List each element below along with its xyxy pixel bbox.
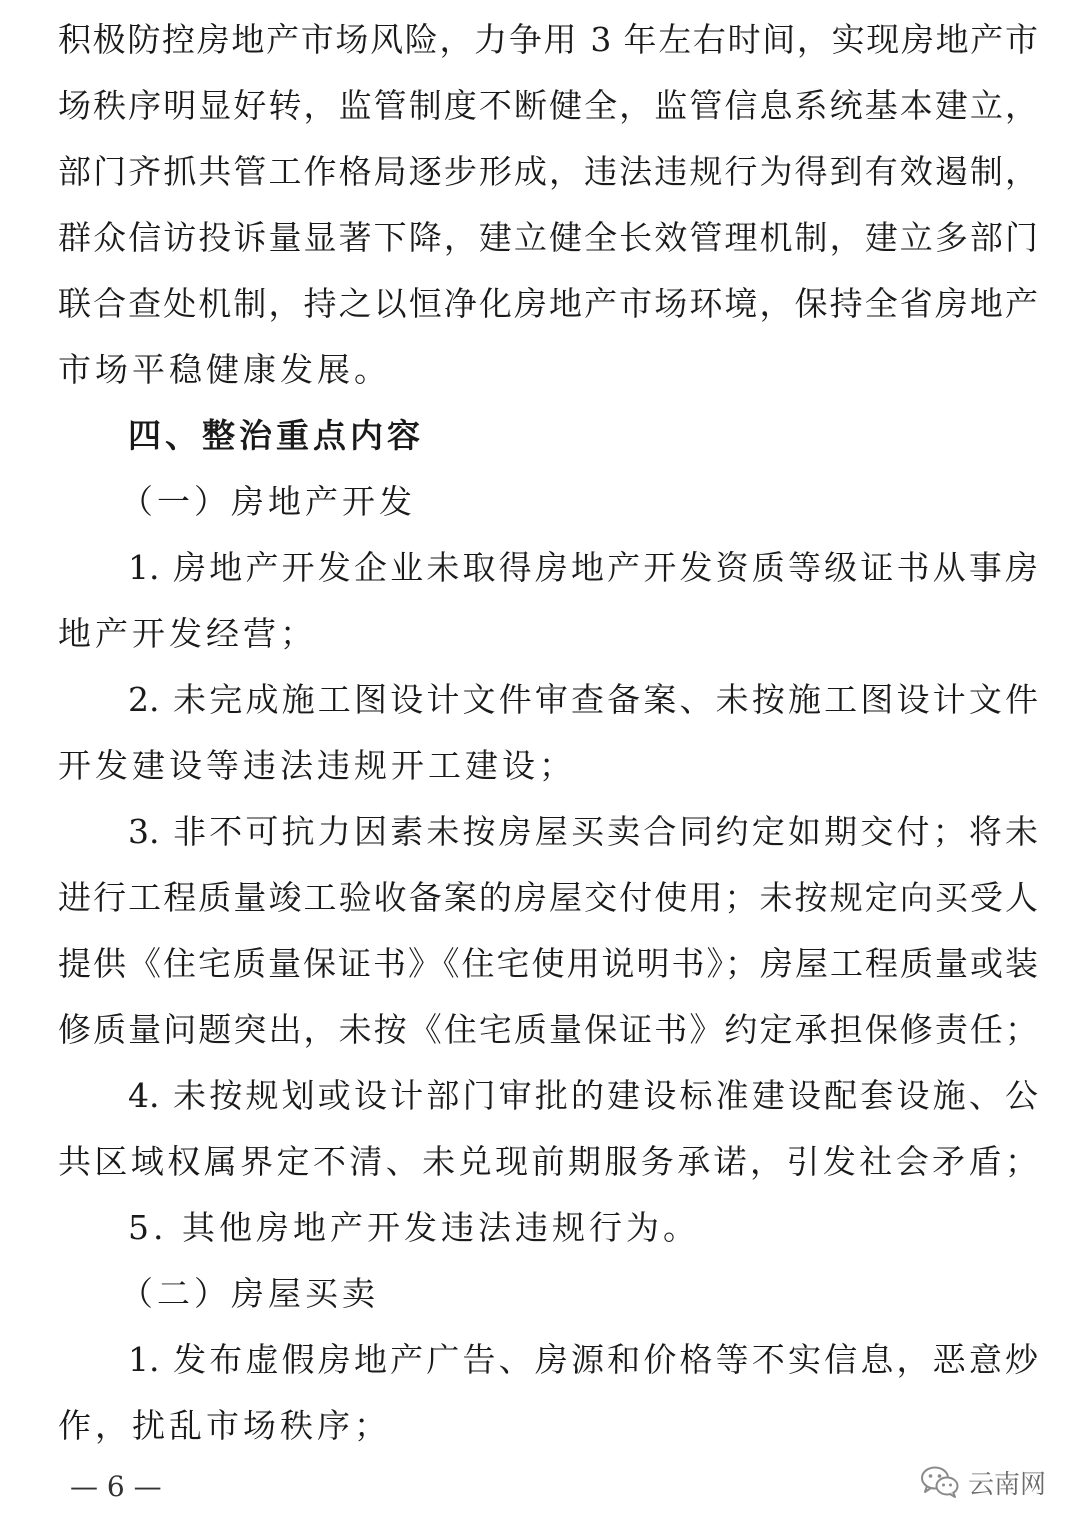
text-line-6: 市场平稳健康发展。: [58, 350, 391, 389]
item-1-line-1: 1. 房地产开发企业未取得房地产开发资质等级证书从事房: [128, 548, 1038, 587]
watermark: [920, 1462, 1046, 1502]
text-line-1: 积极防控房地产市场风险，力争用 3 年左右时间，实现房地产市: [58, 20, 1038, 59]
subsection-heading-1: （一）房地产开发: [120, 482, 416, 521]
text-line-4: 群众信访投诉量显著下降，建立健全长效管理机制，建立多部门: [58, 218, 1038, 257]
item-4-line-2: 共区域权属界定不清、未兑现前期服务承诺，引发社会矛盾；: [58, 1142, 1038, 1181]
text-line-2: 场秩序明显好转，监管制度不断健全，监管信息系统基本建立，: [58, 86, 1038, 125]
watermark-text: 云南网: [968, 1469, 1047, 1500]
item-2-line-1: 2. 未完成施工图设计文件审查备案、未按施工图设计文件: [128, 680, 1038, 719]
text-line-5: 联合查处机制，持之以恒净化房地产市场环境，保持全省房地产: [58, 284, 1038, 323]
item-3-line-4: 修质量问题突出，未按《住宅质量保证书》约定承担保修责任；: [58, 1010, 1038, 1049]
subsection-heading-2: （二）房屋买卖: [120, 1274, 379, 1313]
page-number: — 6 —: [70, 1470, 162, 1503]
section-heading: 四、整治重点内容: [128, 416, 424, 455]
item-b1-line-1: 1. 发布虚假房地产广告、房源和价格等不实信息，恶意炒: [128, 1340, 1038, 1379]
item-5-line-1: 5. 其他房地产开发违法违规行为。: [128, 1208, 700, 1247]
wechat-icon: [920, 1465, 960, 1499]
item-3-line-3: 提供《住宅质量保证书》《住宅使用说明书》；房屋工程质量或装: [58, 944, 1038, 983]
item-b1-line-2: 作，扰乱市场秩序；: [58, 1406, 391, 1445]
item-2-line-2: 开发建设等违法违规开工建设；: [58, 746, 576, 785]
item-3-line-1: 3. 非不可抗力因素未按房屋买卖合同约定如期交付；将未: [128, 812, 1038, 851]
item-3-line-2: 进行工程质量竣工验收备案的房屋交付使用；未按规定向买受人: [58, 878, 1038, 917]
text-line-3: 部门齐抓共管工作格局逐步形成，违法违规行为得到有效遏制，: [58, 152, 1038, 191]
item-1-line-2: 地产开发经营；: [58, 614, 317, 653]
item-4-line-1: 4. 未按规划或设计部门审批的建设标准建设配套设施、公: [128, 1076, 1038, 1115]
